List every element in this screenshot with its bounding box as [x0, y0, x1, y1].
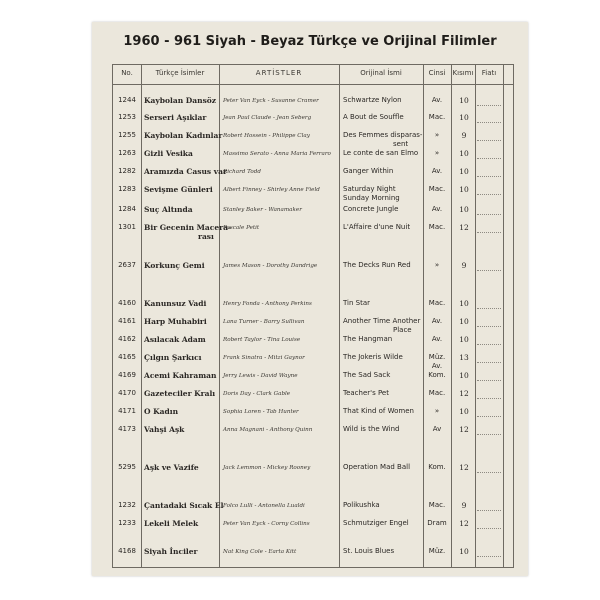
- original-title: [343, 131, 422, 149]
- column-divider: [451, 65, 452, 567]
- genre-line: Mac.: [428, 299, 446, 307]
- turkish-title: [144, 261, 205, 270]
- price-blank: [477, 416, 501, 417]
- turkish-title-line: Kanunsuz Vadi: [144, 299, 207, 308]
- artists: Jack Lemmon - Mickey Rooney: [223, 465, 311, 471]
- original-title-line: The Hangman: [343, 335, 393, 343]
- original-title-line: Des Femmes disparas-: [343, 131, 423, 139]
- turkish-title: [144, 317, 207, 326]
- original-title-line: Another Time Another: [343, 317, 421, 325]
- turkish-title: [144, 113, 206, 122]
- row-number: 4169: [118, 371, 136, 379]
- original-title: [343, 371, 390, 380]
- genre-line: Müz.: [428, 547, 446, 555]
- genre-line: »: [434, 261, 440, 269]
- reel-count: 12: [459, 389, 469, 398]
- genre: [425, 519, 449, 528]
- price-blank: [477, 326, 501, 327]
- turkish-title-line: Aramızda Casus var: [144, 167, 227, 176]
- genre: [425, 113, 449, 122]
- genre-line: Kom.: [428, 371, 446, 379]
- artists: Robert Hossein - Philippe Clay: [223, 133, 310, 139]
- genre: [425, 463, 449, 472]
- genre: [425, 205, 449, 214]
- reel-count: 10: [459, 205, 469, 214]
- row-number: 1253: [118, 113, 136, 121]
- row-number: 2637: [118, 261, 136, 269]
- row-number: 1263: [118, 149, 136, 157]
- column-divider: [423, 65, 424, 567]
- turkish-title-line: Kaybolan Dansöz: [144, 96, 217, 105]
- reel-count: 9: [461, 131, 467, 140]
- genre: [425, 317, 449, 326]
- genre: [425, 389, 449, 398]
- artists: Peter Van Eyck - Corny Collins: [223, 521, 310, 527]
- header-fiati: Fiatı: [481, 69, 497, 77]
- reel-count: 12: [459, 223, 469, 232]
- original-title: [343, 223, 410, 232]
- artists: Frank Sinatra - Mitzi Gaynor: [223, 355, 305, 361]
- original-title-line: Ganger Within: [343, 167, 394, 175]
- turkish-title: [144, 407, 178, 416]
- row-number: 4171: [118, 407, 136, 415]
- original-title-line: Polikushka: [343, 501, 380, 509]
- row-number: 4170: [118, 389, 136, 397]
- artists: Jerry Lewis - David Wayne: [223, 373, 298, 379]
- price-blank: [477, 472, 501, 473]
- price-blank: [477, 140, 501, 141]
- reel-count: 13: [459, 353, 469, 362]
- original-title-line: The Decks Run Red: [343, 261, 411, 269]
- artists: Albert Finney - Shirley Anne Field: [223, 187, 320, 193]
- original-title: [343, 407, 414, 416]
- turkish-title: [144, 425, 184, 434]
- original-title: [343, 299, 370, 308]
- column-divider: [141, 65, 142, 567]
- original-title-line: Schmutziger Engel: [343, 519, 409, 527]
- row-number: 1284: [118, 205, 136, 213]
- reel-count: 10: [459, 167, 469, 176]
- original-title-line: sent: [393, 140, 409, 148]
- row-number: 1301: [118, 223, 136, 231]
- genre: [425, 425, 449, 434]
- original-title-line: That Kind of Women: [343, 407, 414, 415]
- genre: [425, 261, 449, 270]
- original-title: [343, 185, 400, 203]
- reel-count: 10: [459, 185, 469, 194]
- genre-line: Müz.: [428, 353, 446, 361]
- row-number: 4162: [118, 335, 136, 343]
- genre: [425, 353, 449, 371]
- artists: Pascale Petit: [223, 225, 260, 231]
- genre-line: »: [434, 131, 440, 139]
- column-divider: [219, 65, 220, 567]
- turkish-title-line: Asılacak Adam: [144, 335, 206, 344]
- turkish-title-line: Korkunç Gemi: [144, 261, 205, 270]
- genre-line: Av.: [431, 205, 443, 213]
- row-number: 4165: [118, 353, 136, 361]
- row-number: 4160: [118, 299, 136, 307]
- genre-line: Av.: [431, 335, 443, 343]
- original-title: [343, 425, 399, 434]
- price-blank: [477, 194, 501, 195]
- reel-count: 10: [459, 335, 469, 344]
- genre-line: Av.: [431, 167, 443, 175]
- price-blank: [477, 158, 501, 159]
- artists: Lana Turner - Barry Sullivan: [223, 319, 305, 325]
- turkish-title-line: Sevişme Günleri: [144, 185, 213, 194]
- original-title: [343, 389, 389, 398]
- price-blank: [477, 105, 501, 106]
- genre-line: Mac.: [428, 223, 446, 231]
- page-title: 1960 - 961 Siyah - Beyaz Türkçe ve Orijinal Filimler: [123, 34, 497, 49]
- price-blank: [477, 434, 501, 435]
- reel-count: 12: [459, 425, 469, 434]
- column-divider: [475, 65, 476, 567]
- turkish-title-line: Serseri Aşıklar: [144, 113, 207, 122]
- genre: [425, 335, 449, 344]
- original-title: [343, 167, 393, 176]
- turkish-title-line: Bir Gecenin Macera-: [144, 223, 232, 232]
- reel-count: 12: [459, 519, 469, 528]
- turkish-title-line: Suç Altında: [144, 205, 193, 214]
- column-divider: [339, 65, 340, 567]
- turkish-title: [144, 547, 198, 556]
- original-title-line: Wild is the Wind: [343, 425, 400, 433]
- original-title-line: Saturday Night: [343, 185, 396, 193]
- turkish-title: [144, 131, 222, 140]
- reel-count: 10: [459, 96, 469, 105]
- price-blank: [477, 270, 501, 271]
- genre: [425, 185, 449, 194]
- reel-count: 9: [461, 261, 467, 270]
- original-title-line: Teacher's Pet: [343, 389, 389, 397]
- genre-line: Av.: [431, 362, 443, 370]
- turkish-title-line: Gazeteciler Kralı: [144, 389, 216, 398]
- price-list-sheet: [92, 22, 528, 576]
- genre: [425, 167, 449, 176]
- header-no: No.: [121, 69, 133, 77]
- original-title-line: Le conte de san Elmo: [343, 149, 419, 157]
- genre: [425, 131, 449, 140]
- row-number: 1283: [118, 185, 136, 193]
- original-title-line: Operation Mad Ball: [343, 463, 411, 471]
- original-title: [343, 96, 402, 105]
- reel-count: 10: [459, 317, 469, 326]
- turkish-title: [144, 223, 231, 241]
- row-number: 1255: [118, 131, 136, 139]
- header-turkce: Türkçe İsimler: [155, 69, 205, 77]
- original-title-line: St. Louis Blues: [343, 547, 395, 555]
- price-blank: [477, 398, 501, 399]
- original-title-line: Place: [393, 326, 412, 334]
- row-number: 5295: [118, 463, 136, 471]
- turkish-title: [144, 335, 206, 344]
- original-title-line: Sunday Morning: [343, 194, 400, 202]
- genre: [425, 407, 449, 416]
- row-number: 1282: [118, 167, 136, 175]
- original-title-line: A Bout de Souffle: [343, 113, 404, 121]
- artists: Robert Taylor - Tina Louise: [223, 337, 301, 343]
- artists: Stanley Baker - Wanamaker: [223, 207, 302, 213]
- original-title: [343, 205, 398, 214]
- original-title: [343, 353, 403, 362]
- reel-count: 10: [459, 113, 469, 122]
- row-number: 4161: [118, 317, 136, 325]
- turkish-title: [144, 463, 199, 472]
- price-blank: [477, 344, 501, 345]
- turkish-title-line: Çantadaki Sıcak El: [144, 501, 224, 510]
- artists: Massimo Serato - Anna Maria Ferraro: [223, 151, 331, 157]
- price-blank: [477, 556, 501, 557]
- genre: [425, 299, 449, 308]
- price-blank: [477, 214, 501, 215]
- turkish-title: [144, 389, 215, 398]
- original-title-line: The Jokeris Wilde: [343, 353, 403, 361]
- price-blank: [477, 232, 501, 233]
- turkish-title-line: Siyah İnciler: [144, 547, 198, 556]
- reel-count: 10: [459, 299, 469, 308]
- artists: Richard Todd: [223, 169, 261, 175]
- genre-line: Mac.: [428, 185, 446, 193]
- genre: [425, 501, 449, 510]
- genre-line: »: [434, 149, 440, 157]
- artists: James Mason - Dorothy Dandrige: [223, 263, 318, 269]
- original-title: [343, 335, 392, 344]
- artists: Peter Van Eyck - Susanne Cramer: [223, 98, 319, 104]
- reel-count: 10: [459, 371, 469, 380]
- turkish-title: [144, 519, 198, 528]
- artists: Jean Paul Claude - Jean Seberg: [223, 115, 312, 121]
- turkish-title-line: Çılgın Şarkıcı: [144, 353, 202, 362]
- original-title: [343, 317, 420, 335]
- genre: [425, 371, 449, 380]
- artists: Nat King Cole - Earta Kitt: [223, 549, 297, 555]
- turkish-title-line: Aşk ve Vazife: [144, 463, 199, 472]
- row-number: 1233: [118, 519, 136, 527]
- turkish-title: [144, 299, 206, 308]
- genre-line: Av.: [431, 317, 443, 325]
- reel-count: 10: [459, 547, 469, 556]
- price-blank: [477, 362, 501, 363]
- turkish-title-line: Gizli Vesika: [144, 149, 193, 158]
- price-blank: [477, 122, 501, 123]
- header-cinsi: Cinsi: [428, 69, 446, 77]
- header-orijinal: Orijinal İsmi: [360, 69, 402, 77]
- turkish-title: [144, 501, 223, 510]
- reel-count: 9: [461, 501, 467, 510]
- header-artistler: ARTİSTLER: [255, 69, 303, 77]
- original-title: [343, 501, 380, 510]
- genre: [425, 149, 449, 158]
- genre-line: Av: [432, 425, 442, 433]
- genre-line: Mac.: [428, 113, 446, 121]
- original-title: [343, 113, 404, 122]
- price-blank: [477, 528, 501, 529]
- original-title: [343, 149, 418, 158]
- original-title: [343, 547, 394, 556]
- genre-line: Dram: [427, 519, 447, 527]
- turkish-title: [144, 167, 227, 176]
- genre-line: Kom.: [428, 463, 446, 471]
- film-table: [112, 64, 514, 568]
- price-blank: [477, 308, 501, 309]
- turkish-title: [144, 205, 193, 214]
- row-number: 1244: [118, 96, 136, 104]
- reel-count: 10: [459, 407, 469, 416]
- row-number: 4168: [118, 547, 136, 555]
- original-title: [343, 519, 409, 528]
- turkish-title-line: O Kadın: [144, 407, 179, 416]
- original-title-line: Tin Star: [343, 299, 371, 307]
- header-kismi: Kısımı: [452, 69, 474, 77]
- turkish-title-line: rası: [198, 232, 214, 241]
- genre: [425, 96, 449, 105]
- reel-count: 10: [459, 149, 469, 158]
- turkish-title: [144, 371, 216, 380]
- turkish-title-line: Harp Muhabiri: [144, 317, 207, 326]
- genre: [425, 223, 449, 232]
- turkish-title-line: Lekeli Melek: [144, 519, 199, 528]
- genre-line: Mac.: [428, 389, 446, 397]
- original-title-line: Concrete Jungle: [343, 205, 399, 213]
- turkish-title-line: Vahşi Aşk: [144, 425, 185, 434]
- original-title: [343, 463, 410, 472]
- artists: Anna Magnani - Anthony Quinn: [223, 427, 313, 433]
- original-title-line: The Sad Sack: [343, 371, 391, 379]
- column-divider: [503, 65, 504, 567]
- original-title: [343, 261, 411, 270]
- genre-line: Av.: [431, 96, 443, 104]
- price-blank: [477, 380, 501, 381]
- turkish-title: [144, 353, 202, 362]
- artists: Doris Day - Clark Gable: [223, 391, 291, 397]
- header-divider: [113, 84, 513, 85]
- reel-count: 12: [459, 463, 469, 472]
- artists: Henry Fonda - Anthony Perkins: [223, 301, 312, 307]
- genre: [425, 547, 449, 556]
- turkish-title: [144, 96, 216, 105]
- turkish-title: [144, 185, 213, 194]
- turkish-title-line: Kaybolan Kadınlar: [144, 131, 223, 140]
- price-blank: [477, 176, 501, 177]
- turkish-title-line: Acemi Kahraman: [144, 371, 217, 380]
- original-title-line: Schwartze Nylon: [343, 96, 402, 104]
- artists: Folco Lulli - Antonella Lualdi: [223, 503, 305, 509]
- turkish-title: [144, 149, 193, 158]
- row-number: 1232: [118, 501, 136, 509]
- artists: Sophia Loren - Tab Hunter: [223, 409, 299, 415]
- row-number: 4173: [118, 425, 136, 433]
- genre-line: »: [434, 407, 440, 415]
- original-title-line: L'Affaire d'une Nuit: [343, 223, 411, 231]
- genre-line: Mac.: [428, 501, 446, 509]
- price-blank: [477, 510, 501, 511]
